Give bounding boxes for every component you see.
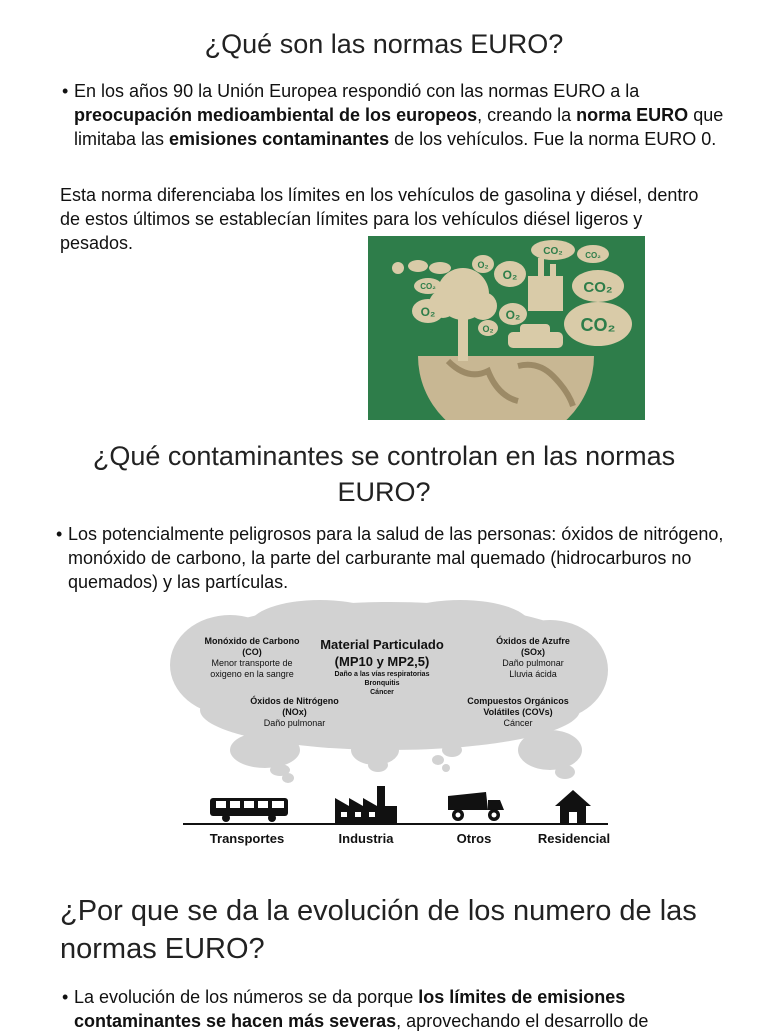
- bullet-text: En los años 90 la Unión Europea respondió con las normas EURO a la: [74, 81, 640, 101]
- bullet-text: La evolución de los números se da porque: [74, 987, 419, 1007]
- bullet-bold: emisiones contaminantes: [169, 129, 390, 149]
- bullet-dot: •: [62, 81, 69, 101]
- factory-icon: [333, 784, 399, 824]
- sun-icon: [392, 262, 404, 274]
- bullet-text: , creando la: [477, 105, 577, 125]
- eco-label: CO₂: [580, 315, 616, 335]
- section3-title: ¿Por que se da la evolución de los numero de las normas EURO?: [60, 895, 697, 965]
- factory-chimney: [538, 258, 544, 278]
- sox-block: [488, 636, 578, 680]
- small-cloud: [429, 262, 451, 274]
- pm-title: Material Particulado (MP10 y MP2,5): [320, 637, 444, 669]
- source-label: Industria: [338, 831, 394, 846]
- eco-label: CO₂: [420, 282, 436, 291]
- nox-title: Óxidos de Nitrógeno (NOx): [250, 696, 339, 717]
- car-top: [520, 324, 550, 336]
- small-cloud: [408, 260, 428, 272]
- bullet-text: de los vehículos. Fue la norma EURO 0.: [389, 129, 717, 149]
- nox-desc: Daño pulmonar: [263, 718, 326, 728]
- pm-desc: Daño a las vías respiratorias: [334, 671, 430, 678]
- eco-label: O₂: [420, 305, 436, 319]
- eco-label: CO₂: [583, 279, 613, 296]
- co-desc: Menor transporte de oxigeno en la sangre: [210, 658, 294, 679]
- nox-block: [242, 696, 347, 729]
- bullet-bold: los límites de emisiones contaminantes se hacen más severas: [74, 987, 626, 1031]
- eco-label: O₂: [505, 308, 521, 322]
- sox-desc: Lluvia ácida: [509, 669, 557, 679]
- co-block: [197, 636, 307, 680]
- co-title: Monóxido de Carbono (CO): [204, 636, 300, 657]
- house-icon: [553, 788, 593, 824]
- sox-title: Óxidos de Azufre (SOx): [496, 636, 570, 657]
- section2-bullet: [56, 522, 728, 594]
- cov-desc: Cáncer: [503, 718, 533, 728]
- bus-icon: [208, 796, 292, 824]
- bullet-dot: •: [62, 987, 69, 1007]
- eco-label: CO₂: [585, 251, 601, 260]
- earth-shape: [418, 356, 594, 420]
- pm-block: [312, 636, 452, 697]
- cov-title: Compuestos Orgánicos Volátiles (COVs): [467, 696, 569, 717]
- eco-label: O₂: [502, 268, 518, 282]
- bullet-text: Los potencialmente peligrosos para la salud de las personas: óxidos de nitrógeno, monóxido de carbono, la parte del carburante mal quemado (hidrocarburos no quemados) y las partículas.: [68, 524, 724, 592]
- eco-label: O₂: [477, 260, 489, 270]
- section1-bullet: [62, 79, 724, 151]
- section1-title: ¿Qué son las normas EURO?: [204, 29, 564, 59]
- pm-desc: Bronquitis: [364, 680, 400, 687]
- bullet-bold: preocupación medioambiental de los europeos: [74, 105, 478, 125]
- bullet-bold: norma EURO: [576, 105, 689, 125]
- section2-title: ¿Qué contaminantes se controlan en las normas EURO?: [92, 441, 676, 507]
- cov-block: [463, 696, 573, 729]
- source-label: Otros: [456, 831, 492, 846]
- factory-chimney: [550, 264, 556, 278]
- eco-illustration: [368, 236, 645, 420]
- bullet-dot: •: [56, 524, 63, 544]
- pm-desc: Cáncer: [370, 689, 394, 696]
- section3-bullet: [62, 985, 734, 1033]
- section1-paragraph: Esta norma diferenciaba los límites en los vehículos de gasolina y diésel, dentro de estos últimos se establecían límites para los vehículos diésel ligeros y pesados.: [60, 185, 699, 253]
- truck-icon: [444, 788, 506, 824]
- source-label: Residencial: [537, 831, 611, 846]
- ground-line: [183, 823, 608, 825]
- bullet-text: , aprovechando el desarrollo de: [396, 1011, 649, 1031]
- source-label: Transportes: [209, 831, 285, 846]
- eco-label: CO₂: [543, 246, 563, 257]
- bullet-text: que limitaba las: [74, 105, 724, 149]
- factory: [528, 276, 563, 311]
- sox-desc: Daño pulmonar: [502, 658, 564, 668]
- tree-crown: [469, 292, 497, 320]
- eco-label: O₂: [482, 324, 494, 334]
